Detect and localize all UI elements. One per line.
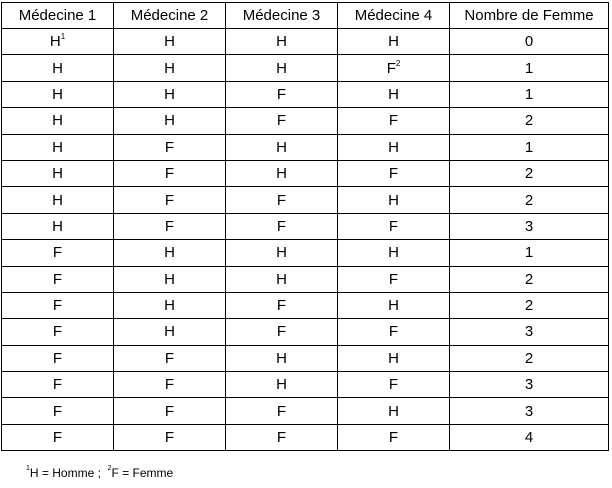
cell-medecine-4 bbox=[338, 81, 450, 107]
cell-medecine-3 bbox=[226, 187, 338, 213]
cell-value: H bbox=[164, 85, 175, 103]
cell-value: 3 bbox=[524, 323, 534, 341]
header-medecine-2: Médecine 2 bbox=[114, 3, 226, 29]
cell-value: F bbox=[388, 376, 399, 394]
cell-nombre-de-femme bbox=[450, 424, 609, 450]
cell-value: H bbox=[52, 217, 63, 235]
footnote-mark-2: 2 bbox=[107, 465, 112, 472]
cell-value: H bbox=[276, 244, 287, 262]
cell-value: F bbox=[52, 297, 63, 315]
cell-value: H bbox=[164, 112, 175, 130]
table-row bbox=[2, 134, 609, 160]
footnote-ref-1: 1 bbox=[60, 32, 66, 42]
cell-value: 2 bbox=[524, 191, 534, 209]
cell-medecine-3 bbox=[226, 319, 338, 345]
cell-value: F bbox=[52, 244, 63, 262]
cell-value: 1 bbox=[524, 244, 534, 262]
cell-value: H bbox=[276, 165, 287, 183]
table-row bbox=[2, 292, 609, 318]
cell-value: F bbox=[52, 323, 63, 341]
table-row bbox=[2, 187, 609, 213]
cell-medecine-2 bbox=[114, 160, 226, 186]
cell-value: H bbox=[276, 349, 287, 367]
header-medecine-4: Médecine 4 bbox=[338, 3, 450, 29]
cell-medecine-4 bbox=[338, 424, 450, 450]
header-medecine-1: Médecine 1 bbox=[2, 3, 114, 29]
cell-medecine-4 bbox=[338, 55, 450, 81]
cell-value: H bbox=[164, 323, 175, 341]
cell-medecine-2 bbox=[114, 292, 226, 318]
cell-value: F bbox=[386, 59, 396, 77]
cell-value: F bbox=[52, 270, 63, 288]
table-row bbox=[2, 345, 609, 371]
cell-value: F bbox=[164, 429, 175, 447]
cell-nombre-de-femme bbox=[450, 187, 609, 213]
cell-medecine-1 bbox=[2, 81, 114, 107]
footnote-text-2: F = Femme bbox=[111, 466, 174, 480]
cell-medecine-2 bbox=[114, 213, 226, 239]
cell-medecine-3 bbox=[226, 240, 338, 266]
cell-value: H bbox=[388, 85, 399, 103]
results-table bbox=[1, 2, 609, 451]
cell-medecine-2 bbox=[114, 372, 226, 398]
cell-value: F bbox=[276, 217, 287, 235]
cell-value: F bbox=[388, 112, 399, 130]
cell-medecine-2 bbox=[114, 240, 226, 266]
cell-value: H bbox=[276, 376, 287, 394]
cell-value: F bbox=[276, 85, 287, 103]
table-row bbox=[2, 81, 609, 107]
cell-medecine-3 bbox=[226, 108, 338, 134]
cell-value: H bbox=[164, 33, 175, 51]
cell-medecine-4 bbox=[338, 345, 450, 371]
cell-nombre-de-femme bbox=[450, 160, 609, 186]
cell-medecine-3 bbox=[226, 29, 338, 55]
header-row bbox=[2, 3, 609, 29]
table-row bbox=[2, 108, 609, 134]
cell-medecine-2 bbox=[114, 55, 226, 81]
cell-medecine-3 bbox=[226, 266, 338, 292]
cell-value: H bbox=[388, 138, 399, 156]
cell-value: F bbox=[276, 297, 287, 315]
cell-medecine-4 bbox=[338, 266, 450, 292]
footnote-ref-2: 2 bbox=[395, 58, 401, 68]
cell-value: H bbox=[276, 33, 287, 51]
cell-medecine-4 bbox=[338, 134, 450, 160]
cell-medecine-2 bbox=[114, 29, 226, 55]
cell-value: F bbox=[52, 376, 63, 394]
cell-medecine-4 bbox=[338, 160, 450, 186]
cell-medecine-1 bbox=[2, 160, 114, 186]
cell-medecine-4 bbox=[338, 319, 450, 345]
cell-value: 3 bbox=[524, 402, 534, 420]
cell-medecine-2 bbox=[114, 266, 226, 292]
cell-value: F bbox=[164, 217, 175, 235]
cell-nombre-de-femme bbox=[450, 398, 609, 424]
cell-medecine-2 bbox=[114, 345, 226, 371]
table-row bbox=[2, 55, 609, 81]
cell-nombre-de-femme bbox=[450, 213, 609, 239]
cell-medecine-3 bbox=[226, 160, 338, 186]
cell-value: 0 bbox=[524, 33, 534, 51]
cell-medecine-1 bbox=[2, 424, 114, 450]
cell-medecine-2 bbox=[114, 134, 226, 160]
cell-medecine-4 bbox=[338, 213, 450, 239]
cell-medecine-3 bbox=[226, 424, 338, 450]
cell-value: F bbox=[164, 376, 175, 394]
cell-value: H bbox=[52, 165, 63, 183]
cell-value: H bbox=[52, 191, 63, 209]
cell-value: F bbox=[276, 112, 287, 130]
cell-value: H bbox=[164, 59, 175, 77]
cell-medecine-3 bbox=[226, 213, 338, 239]
cell-value: F bbox=[276, 323, 287, 341]
cell-value: H bbox=[164, 244, 175, 262]
cell-value: H bbox=[388, 349, 399, 367]
cell-medecine-1 bbox=[2, 319, 114, 345]
cell-medecine-3 bbox=[226, 292, 338, 318]
cell-value: 4 bbox=[524, 429, 534, 447]
cell-medecine-3 bbox=[226, 55, 338, 81]
cell-medecine-1 bbox=[2, 187, 114, 213]
cell-value: H bbox=[388, 244, 399, 262]
cell-medecine-3 bbox=[226, 345, 338, 371]
cell-value: 2 bbox=[524, 165, 534, 183]
cell-value: F bbox=[52, 429, 63, 447]
cell-value: H bbox=[52, 59, 63, 77]
cell-value: 3 bbox=[524, 376, 534, 394]
cell-medecine-4 bbox=[338, 240, 450, 266]
cell-value: F bbox=[164, 402, 175, 420]
cell-value: F bbox=[388, 270, 399, 288]
cell-value: F bbox=[52, 349, 63, 367]
cell-value: 2 bbox=[524, 297, 534, 315]
table-row bbox=[2, 29, 609, 55]
cell-medecine-2 bbox=[114, 424, 226, 450]
cell-value: F bbox=[388, 165, 399, 183]
cell-medecine-3 bbox=[226, 372, 338, 398]
cell-medecine-1 bbox=[2, 398, 114, 424]
table-row bbox=[2, 319, 609, 345]
cell-value: 2 bbox=[524, 112, 534, 130]
cell-value: 1 bbox=[524, 138, 534, 156]
cell-medecine-2 bbox=[114, 187, 226, 213]
cell-medecine-1 bbox=[2, 55, 114, 81]
cell-nombre-de-femme bbox=[450, 319, 609, 345]
cell-value: F bbox=[164, 191, 175, 209]
cell-medecine-1 bbox=[2, 213, 114, 239]
cell-value: F bbox=[164, 138, 175, 156]
cell-medecine-4 bbox=[338, 372, 450, 398]
cell-value: H bbox=[52, 85, 63, 103]
cell-medecine-2 bbox=[114, 81, 226, 107]
cell-value: H bbox=[49, 33, 61, 51]
cell-medecine-1 bbox=[2, 292, 114, 318]
footnote-mark-1: 1 bbox=[26, 465, 30, 472]
footnote-text-1: H = Homme ; bbox=[29, 466, 108, 480]
table-row bbox=[2, 213, 609, 239]
cell-medecine-1 bbox=[2, 240, 114, 266]
cell-value: 1 bbox=[524, 85, 534, 103]
cell-value: H bbox=[164, 270, 175, 288]
cell-medecine-4 bbox=[338, 29, 450, 55]
cell-value: 2 bbox=[524, 270, 534, 288]
cell-nombre-de-femme bbox=[450, 134, 609, 160]
cell-value: 2 bbox=[524, 349, 534, 367]
cell-medecine-4 bbox=[338, 292, 450, 318]
cell-medecine-3 bbox=[226, 81, 338, 107]
cell-medecine-2 bbox=[114, 319, 226, 345]
cell-value: 1 bbox=[524, 59, 534, 77]
cell-value: H bbox=[276, 59, 287, 77]
cell-value: F bbox=[164, 165, 175, 183]
cell-medecine-3 bbox=[226, 134, 338, 160]
cell-medecine-1 bbox=[2, 29, 114, 55]
cell-medecine-1 bbox=[2, 372, 114, 398]
cell-value: F bbox=[276, 191, 287, 209]
cell-medecine-3 bbox=[226, 398, 338, 424]
cell-value: H bbox=[388, 33, 399, 51]
header-medecine-3: Médecine 3 bbox=[226, 3, 338, 29]
cell-medecine-2 bbox=[114, 108, 226, 134]
cell-nombre-de-femme bbox=[450, 292, 609, 318]
cell-medecine-1 bbox=[2, 108, 114, 134]
cell-value: F bbox=[388, 429, 399, 447]
cell-nombre-de-femme bbox=[450, 81, 609, 107]
cell-value: F bbox=[388, 217, 399, 235]
cell-nombre-de-femme bbox=[450, 55, 609, 81]
cell-value: F bbox=[164, 349, 175, 367]
table-row bbox=[2, 266, 609, 292]
cell-value: 3 bbox=[524, 217, 534, 235]
cell-value: H bbox=[276, 270, 287, 288]
cell-value: F bbox=[388, 323, 399, 341]
cell-value: F bbox=[52, 402, 63, 420]
cell-nombre-de-femme bbox=[450, 240, 609, 266]
cell-value: H bbox=[388, 297, 399, 315]
cell-value: H bbox=[276, 138, 287, 156]
cell-medecine-4 bbox=[338, 398, 450, 424]
cell-nombre-de-femme bbox=[450, 266, 609, 292]
cell-medecine-4 bbox=[338, 187, 450, 213]
cell-value: H bbox=[388, 402, 399, 420]
table-row bbox=[2, 398, 609, 424]
table-row bbox=[2, 240, 609, 266]
cell-nombre-de-femme bbox=[450, 345, 609, 371]
table-row bbox=[2, 372, 609, 398]
header-nombre-de-femme: Nombre de Femme bbox=[450, 3, 609, 29]
cell-nombre-de-femme bbox=[450, 29, 609, 55]
table-row bbox=[2, 160, 609, 186]
cell-value: H bbox=[388, 191, 399, 209]
cell-value: F bbox=[276, 402, 287, 420]
cell-value: F bbox=[276, 429, 287, 447]
cell-medecine-1 bbox=[2, 266, 114, 292]
cell-value: H bbox=[52, 138, 63, 156]
cell-medecine-4 bbox=[338, 108, 450, 134]
cell-nombre-de-femme bbox=[450, 108, 609, 134]
cell-medecine-2 bbox=[114, 398, 226, 424]
cell-value: H bbox=[164, 297, 175, 315]
cell-medecine-1 bbox=[2, 345, 114, 371]
footnote bbox=[26, 466, 173, 480]
cell-value: H bbox=[52, 112, 63, 130]
cell-nombre-de-femme bbox=[450, 372, 609, 398]
table-row bbox=[2, 424, 609, 450]
cell-medecine-1 bbox=[2, 134, 114, 160]
